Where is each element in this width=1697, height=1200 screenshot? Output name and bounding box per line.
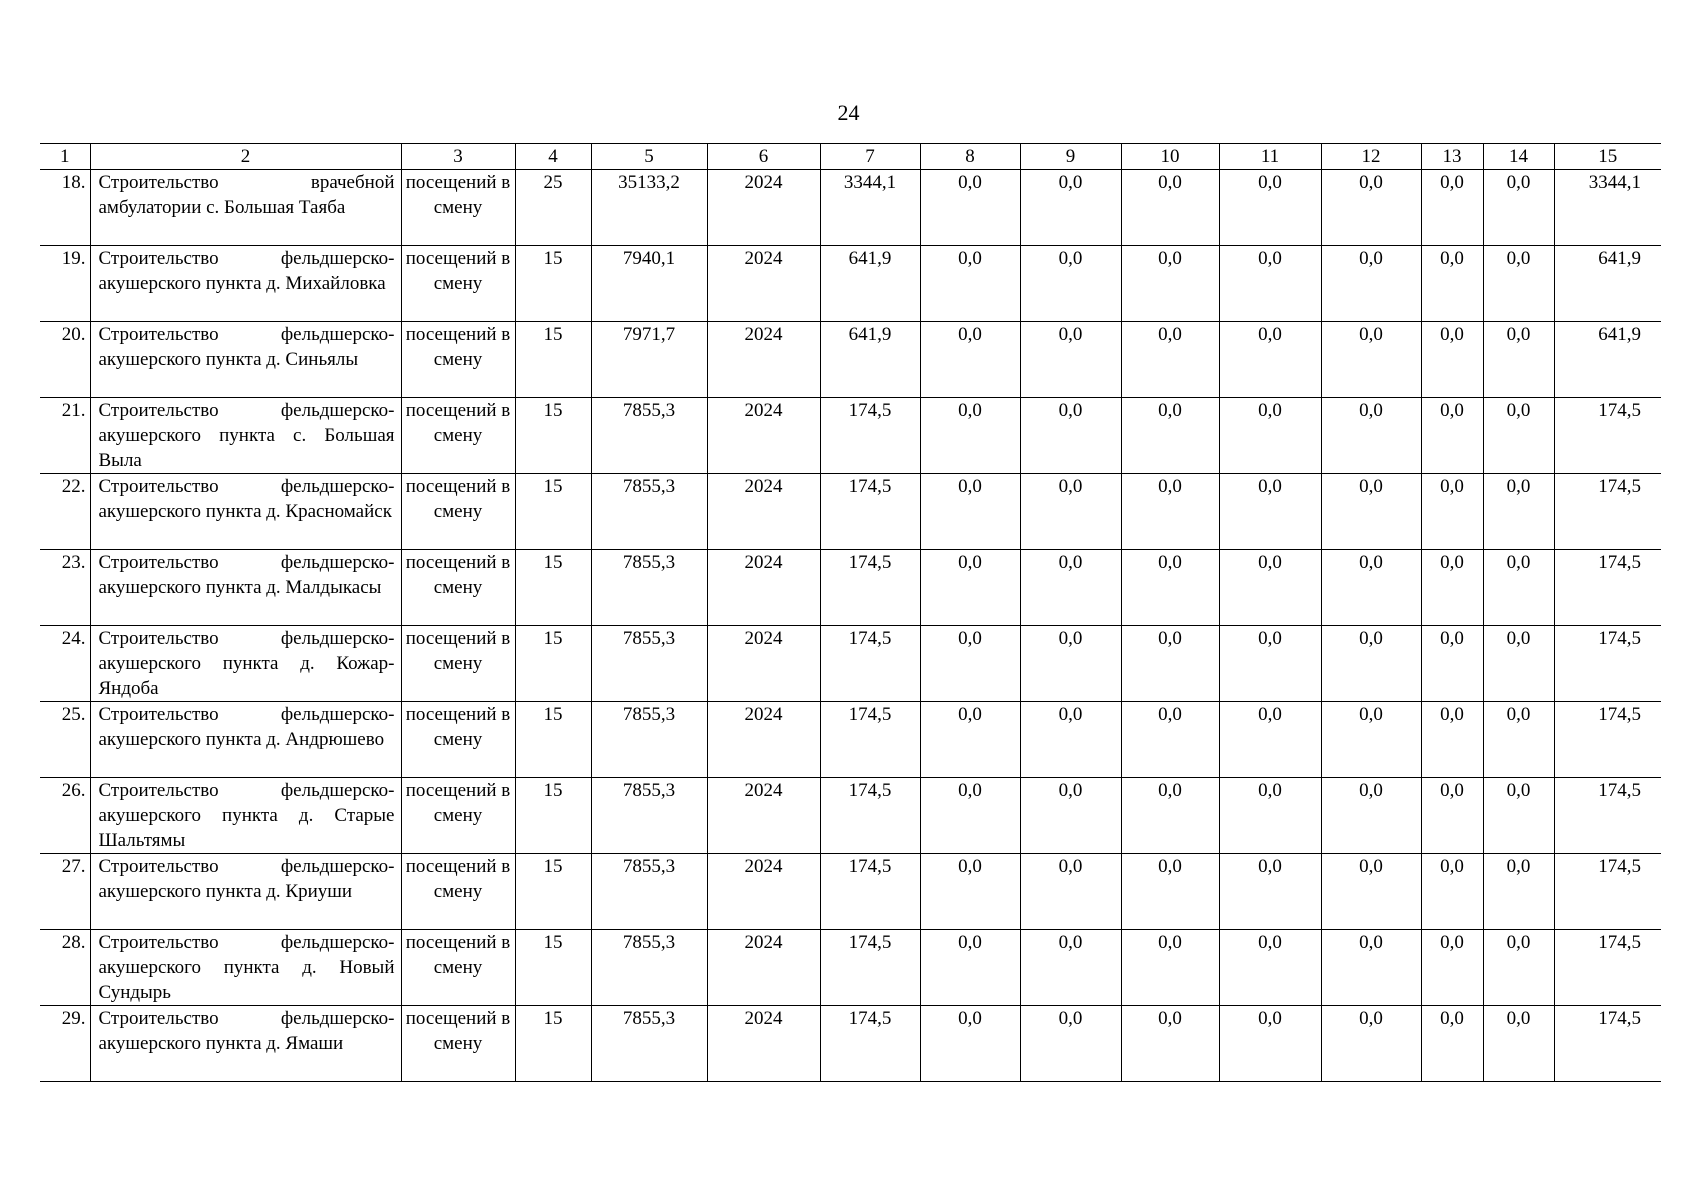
value-cell: 0,0 [1321, 930, 1421, 1006]
object-name-cell: Строительство фельдшерско-акушерского пункта д. Красномайск [90, 474, 401, 550]
value-cell: 0,0 [1121, 626, 1219, 702]
value-cell: 0,0 [1121, 398, 1219, 474]
column-number-8: 8 [920, 144, 1020, 170]
object-name-cell: Строительство фельдшерско-акушерского пункта д. Андрюшево [90, 702, 401, 778]
value-cell: 7971,7 [591, 322, 707, 398]
table-row [40, 778, 1661, 854]
value-cell: 0,0 [1219, 702, 1321, 778]
row-number-cell: 23. [40, 550, 90, 626]
row-number-cell: 22. [40, 474, 90, 550]
value-cell: 7855,3 [591, 398, 707, 474]
value-cell: 15 [515, 702, 591, 778]
unit-cell: посещений в смену [401, 550, 515, 626]
value-cell: 0,0 [1020, 778, 1121, 854]
value-cell: 2024 [707, 930, 820, 1006]
value-cell: 0,0 [1121, 246, 1219, 322]
value-cell: 0,0 [920, 170, 1020, 246]
value-cell: 15 [515, 1006, 591, 1082]
value-cell: 0,0 [1483, 550, 1554, 626]
value-cell: 0,0 [920, 398, 1020, 474]
value-cell: 0,0 [1421, 1006, 1483, 1082]
value-cell: 174,5 [1554, 702, 1661, 778]
column-number-7: 7 [820, 144, 920, 170]
value-cell: 0,0 [1483, 322, 1554, 398]
column-number-9: 9 [1020, 144, 1121, 170]
value-cell: 0,0 [1421, 170, 1483, 246]
value-cell: 0,0 [1219, 170, 1321, 246]
value-cell: 0,0 [1321, 854, 1421, 930]
value-cell: 174,5 [820, 702, 920, 778]
value-cell: 0,0 [1121, 550, 1219, 626]
value-cell: 0,0 [1219, 550, 1321, 626]
value-cell: 0,0 [1020, 702, 1121, 778]
object-name-cell: Строительство фельдшерско-акушерского пункта д. Михайловка [90, 246, 401, 322]
value-cell: 0,0 [1020, 930, 1121, 1006]
value-cell: 7855,3 [591, 474, 707, 550]
value-cell: 0,0 [920, 930, 1020, 1006]
page-number: 24 [837, 100, 860, 125]
row-number-cell: 18. [40, 170, 90, 246]
value-cell: 0,0 [1321, 550, 1421, 626]
table-row [40, 474, 1661, 550]
value-cell: 174,5 [820, 778, 920, 854]
value-cell: 0,0 [1483, 930, 1554, 1006]
value-cell: 0,0 [1483, 778, 1554, 854]
value-cell: 7855,3 [591, 702, 707, 778]
value-cell: 0,0 [1121, 854, 1219, 930]
value-cell: 641,9 [820, 322, 920, 398]
table-row [40, 626, 1661, 702]
value-cell: 15 [515, 854, 591, 930]
value-cell: 0,0 [1421, 626, 1483, 702]
row-number-cell: 21. [40, 398, 90, 474]
investment-table [40, 143, 1661, 1082]
value-cell: 0,0 [920, 246, 1020, 322]
value-cell: 0,0 [1219, 398, 1321, 474]
value-cell: 0,0 [1483, 702, 1554, 778]
value-cell: 0,0 [1421, 474, 1483, 550]
value-cell: 0,0 [1483, 1006, 1554, 1082]
value-cell: 174,5 [820, 854, 920, 930]
value-cell: 0,0 [1321, 322, 1421, 398]
value-cell: 0,0 [1121, 1006, 1219, 1082]
unit-cell: посещений в смену [401, 170, 515, 246]
row-number-cell: 24. [40, 626, 90, 702]
table-body [40, 144, 1661, 1082]
value-cell: 0,0 [1321, 1006, 1421, 1082]
value-cell: 2024 [707, 170, 820, 246]
value-cell: 0,0 [1321, 778, 1421, 854]
value-cell: 174,5 [1554, 854, 1661, 930]
value-cell: 0,0 [1421, 930, 1483, 1006]
value-cell: 0,0 [920, 322, 1020, 398]
value-cell: 0,0 [1421, 550, 1483, 626]
column-number-12: 12 [1321, 144, 1421, 170]
value-cell: 2024 [707, 398, 820, 474]
value-cell: 0,0 [1121, 170, 1219, 246]
value-cell: 2024 [707, 626, 820, 702]
value-cell: 0,0 [1121, 702, 1219, 778]
value-cell: 0,0 [1321, 702, 1421, 778]
value-cell: 7940,1 [591, 246, 707, 322]
table-row [40, 702, 1661, 778]
value-cell: 7855,3 [591, 550, 707, 626]
value-cell: 0,0 [1483, 474, 1554, 550]
row-number-cell: 28. [40, 930, 90, 1006]
value-cell: 0,0 [920, 702, 1020, 778]
object-name-cell: Строительство врачебной амбулатории с. Большая Таяба [90, 170, 401, 246]
value-cell: 15 [515, 930, 591, 1006]
value-cell: 0,0 [1321, 474, 1421, 550]
row-number-cell: 20. [40, 322, 90, 398]
value-cell: 174,5 [1554, 1006, 1661, 1082]
row-number-cell: 26. [40, 778, 90, 854]
table-row [40, 246, 1661, 322]
value-cell: 15 [515, 322, 591, 398]
value-cell: 174,5 [820, 1006, 920, 1082]
value-cell: 0,0 [920, 1006, 1020, 1082]
column-number-2: 2 [90, 144, 401, 170]
value-cell: 2024 [707, 246, 820, 322]
value-cell: 641,9 [1554, 246, 1661, 322]
value-cell: 25 [515, 170, 591, 246]
value-cell: 0,0 [1020, 170, 1121, 246]
unit-cell: посещений в смену [401, 474, 515, 550]
table-row [40, 854, 1661, 930]
value-cell: 15 [515, 626, 591, 702]
table-row [40, 930, 1661, 1006]
row-number-cell: 19. [40, 246, 90, 322]
value-cell: 0,0 [1321, 626, 1421, 702]
object-name-cell: Строительство фельдшерско-акушерского пункта д. Кожар-Яндоба [90, 626, 401, 702]
object-name-cell: Строительство фельдшерско-акушерского пункта д. Новый Сундырь [90, 930, 401, 1006]
value-cell: 0,0 [1421, 702, 1483, 778]
value-cell: 2024 [707, 474, 820, 550]
value-cell: 7855,3 [591, 854, 707, 930]
value-cell: 174,5 [1554, 778, 1661, 854]
unit-cell: посещений в смену [401, 626, 515, 702]
value-cell: 0,0 [1483, 170, 1554, 246]
value-cell: 35133,2 [591, 170, 707, 246]
value-cell: 0,0 [920, 626, 1020, 702]
value-cell: 0,0 [1219, 854, 1321, 930]
value-cell: 2024 [707, 1006, 820, 1082]
column-number-3: 3 [401, 144, 515, 170]
column-number-4: 4 [515, 144, 591, 170]
value-cell: 0,0 [1020, 854, 1121, 930]
value-cell: 0,0 [1020, 246, 1121, 322]
value-cell: 0,0 [920, 474, 1020, 550]
value-cell: 0,0 [1121, 322, 1219, 398]
table-row [40, 398, 1661, 474]
value-cell: 15 [515, 398, 591, 474]
value-cell: 15 [515, 550, 591, 626]
value-cell: 15 [515, 474, 591, 550]
value-cell: 7855,3 [591, 626, 707, 702]
value-cell: 7855,3 [591, 1006, 707, 1082]
unit-cell: посещений в смену [401, 398, 515, 474]
value-cell: 0,0 [1020, 626, 1121, 702]
value-cell: 7855,3 [591, 778, 707, 854]
object-name-cell: Строительство фельдшерско-акушерского пункта д. Малдыкасы [90, 550, 401, 626]
value-cell: 0,0 [1321, 398, 1421, 474]
value-cell: 0,0 [1321, 170, 1421, 246]
value-cell: 641,9 [1554, 322, 1661, 398]
table-row [40, 550, 1661, 626]
value-cell: 174,5 [1554, 398, 1661, 474]
object-name-cell: Строительство фельдшерско-акушерского пункта д. Ямаши [90, 1006, 401, 1082]
column-number-14: 14 [1483, 144, 1554, 170]
row-number-cell: 27. [40, 854, 90, 930]
unit-cell: посещений в смену [401, 246, 515, 322]
value-cell: 174,5 [820, 626, 920, 702]
column-number-5: 5 [591, 144, 707, 170]
object-name-cell: Строительство фельдшерско-акушерского пункта д. Синьялы [90, 322, 401, 398]
value-cell: 0,0 [1421, 398, 1483, 474]
column-number-6: 6 [707, 144, 820, 170]
value-cell: 0,0 [1020, 398, 1121, 474]
unit-cell: посещений в смену [401, 1006, 515, 1082]
value-cell: 0,0 [1219, 930, 1321, 1006]
row-number-cell: 25. [40, 702, 90, 778]
value-cell: 0,0 [1121, 778, 1219, 854]
value-cell: 2024 [707, 550, 820, 626]
value-cell: 0,0 [1483, 626, 1554, 702]
value-cell: 0,0 [1020, 322, 1121, 398]
value-cell: 0,0 [1121, 930, 1219, 1006]
unit-cell: посещений в смену [401, 930, 515, 1006]
value-cell: 15 [515, 246, 591, 322]
value-cell: 0,0 [1483, 246, 1554, 322]
value-cell: 0,0 [920, 778, 1020, 854]
value-cell: 0,0 [1219, 626, 1321, 702]
unit-cell: посещений в смену [401, 778, 515, 854]
object-name-cell: Строительство фельдшерско-акушерского пункта д. Криуши [90, 854, 401, 930]
value-cell: 0,0 [1020, 474, 1121, 550]
value-cell: 174,5 [1554, 626, 1661, 702]
object-name-cell: Строительство фельдшерско-акушерского пункта с. Большая Выла [90, 398, 401, 474]
value-cell: 174,5 [820, 474, 920, 550]
value-cell: 174,5 [820, 930, 920, 1006]
value-cell: 7855,3 [591, 930, 707, 1006]
value-cell: 0,0 [1219, 1006, 1321, 1082]
value-cell: 0,0 [1421, 246, 1483, 322]
value-cell: 2024 [707, 854, 820, 930]
value-cell: 0,0 [1219, 246, 1321, 322]
column-number-11: 11 [1219, 144, 1321, 170]
column-number-row [40, 144, 1661, 170]
table-row [40, 322, 1661, 398]
table-row [40, 170, 1661, 246]
value-cell: 0,0 [1219, 778, 1321, 854]
value-cell: 2024 [707, 778, 820, 854]
value-cell: 0,0 [1020, 550, 1121, 626]
value-cell: 3344,1 [1554, 170, 1661, 246]
value-cell: 0,0 [1421, 854, 1483, 930]
value-cell: 0,0 [1421, 778, 1483, 854]
value-cell: 0,0 [1421, 322, 1483, 398]
unit-cell: посещений в смену [401, 702, 515, 778]
value-cell: 641,9 [820, 246, 920, 322]
value-cell: 15 [515, 778, 591, 854]
value-cell: 0,0 [920, 550, 1020, 626]
value-cell: 2024 [707, 702, 820, 778]
unit-cell: посещений в смену [401, 322, 515, 398]
column-number-15: 15 [1554, 144, 1661, 170]
value-cell: 0,0 [1321, 246, 1421, 322]
value-cell: 174,5 [820, 398, 920, 474]
row-number-cell: 29. [40, 1006, 90, 1082]
column-number-10: 10 [1121, 144, 1219, 170]
value-cell: 0,0 [1219, 322, 1321, 398]
value-cell: 0,0 [1483, 398, 1554, 474]
value-cell: 2024 [707, 322, 820, 398]
object-name-cell: Строительство фельдшерско-акушерского пункта д. Старые Шальтямы [90, 778, 401, 854]
value-cell: 0,0 [1483, 854, 1554, 930]
value-cell: 174,5 [1554, 930, 1661, 1006]
table-row [40, 1006, 1661, 1082]
value-cell: 0,0 [1020, 1006, 1121, 1082]
unit-cell: посещений в смену [401, 854, 515, 930]
value-cell: 174,5 [820, 550, 920, 626]
column-number-13: 13 [1421, 144, 1483, 170]
value-cell: 174,5 [1554, 550, 1661, 626]
column-number-1: 1 [40, 144, 90, 170]
value-cell: 0,0 [1219, 474, 1321, 550]
value-cell: 0,0 [920, 854, 1020, 930]
value-cell: 3344,1 [820, 170, 920, 246]
value-cell: 0,0 [1121, 474, 1219, 550]
value-cell: 174,5 [1554, 474, 1661, 550]
